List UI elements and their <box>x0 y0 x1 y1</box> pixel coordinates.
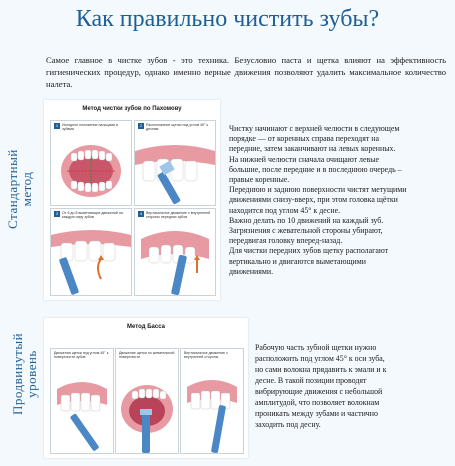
open-mouth-brush-icon <box>116 365 178 453</box>
intro-paragraph: Самое главное в чистке зубов - это техника. Безусловно паста и щетка влияют на эффективность гигиенических процедур, однако именно верные движения позволяют удалить максимальное количество налета. <box>46 55 446 89</box>
text-line: расположить под углом 45° к оси зуба, <box>255 354 385 363</box>
vertical-brushing-icon <box>135 219 215 295</box>
text-line: передвигая головку вперед-назад. <box>229 236 343 246</box>
text-line: вибрирующие движения с небольшой <box>255 387 383 396</box>
side-label-line: Продвинутый <box>10 332 25 416</box>
text-line: но сами волокна прядавить к эмали и к <box>255 365 387 374</box>
step-cell <box>134 120 216 206</box>
side-label-line: метод <box>19 171 34 207</box>
text-line: находится под углом 45° к десне. <box>229 205 341 215</box>
step-caption: Движение щетки по жевательной поверхности <box>119 351 175 359</box>
step-number: 4 <box>139 211 143 216</box>
brush-45-degree-icon <box>51 365 113 453</box>
text-line: Для чистки передних зубов щетку располагают <box>229 246 389 256</box>
sweeping-motion-icon <box>51 219 131 295</box>
step-caption: От 6 до 8 выметающих движений на каждую пару зубов <box>62 211 123 219</box>
step-caption: Вертикальное движение с внутренней стороны передних зубов <box>146 211 211 219</box>
bass-method-text <box>255 342 445 430</box>
illustration-title: Метод чистки зубов по Пахомову <box>82 106 182 112</box>
step-cell <box>134 208 216 296</box>
text-line: заходить под десну. <box>255 420 321 429</box>
text-line: вертикально и двигаются выметающими <box>229 256 366 266</box>
step-cell <box>115 348 179 454</box>
text-line: Важно делать по 10 движений на каждый зуб. <box>229 215 384 225</box>
bass-method-illustration <box>44 318 248 458</box>
text-line: амплитудой, что позволяет волокнам <box>255 398 380 407</box>
text-line: большие, после передние и в последнюю очередь – <box>229 164 402 174</box>
step-number: 1 <box>55 123 59 128</box>
step-cell <box>50 208 132 296</box>
open-mouth-teeth-icon <box>51 131 131 205</box>
text-line: Загрязнения с жевательной стороны убирают, <box>229 226 383 236</box>
side-label-line: Стандартный <box>5 149 20 229</box>
inner-side-brushing-icon <box>181 365 243 453</box>
toothbrush-angle-icon <box>135 131 215 205</box>
text-line: десне. В такой позиции проводят <box>255 376 367 385</box>
page-title: Как правильно чистить зубы? <box>75 6 380 32</box>
text-line: Рабочую часть зубной щетки нужно <box>255 343 377 352</box>
step-cell <box>50 120 132 206</box>
illustration-title: Метод Басса <box>127 324 165 330</box>
text-line: движениями снизу-вверх, при этом головка щётки <box>229 195 398 205</box>
step-caption: Исходное положение пальцами и зубами <box>62 123 118 131</box>
text-line: На нижней челюсти сначала очищают левые <box>229 154 379 164</box>
standard-method-illustration <box>44 100 220 300</box>
text-line: правые коренные. <box>229 175 290 185</box>
step-number: 3 <box>55 211 59 216</box>
side-label-line: уровень <box>24 350 39 398</box>
side-label-advanced <box>5 304 45 444</box>
step-caption: Вертикальное движение с внутренней стороны <box>184 351 228 359</box>
standard-method-text <box>229 124 447 277</box>
step-cell <box>180 348 244 454</box>
step-cell <box>50 348 114 454</box>
step-caption: Движения щетки под углом 45° к поверхности зубов <box>54 351 109 359</box>
text-line: Переднюю и заднюю поверхности чистят метущими <box>229 185 407 195</box>
side-label-standard <box>0 124 40 254</box>
step-number: 2 <box>139 123 143 128</box>
text-line: порядке — от коренных справа переходят на <box>229 134 379 144</box>
text-line: передние, затем заканчивают на левых коренных. <box>229 144 396 154</box>
text-line: проникать между зубами и частично <box>255 409 378 418</box>
step-caption: Расположение щетки под углом 45° к деснам <box>146 123 209 131</box>
text-line: движениями. <box>229 266 274 276</box>
text-line: Чистку начинают с верхней челюсти в следующем <box>229 124 400 133</box>
